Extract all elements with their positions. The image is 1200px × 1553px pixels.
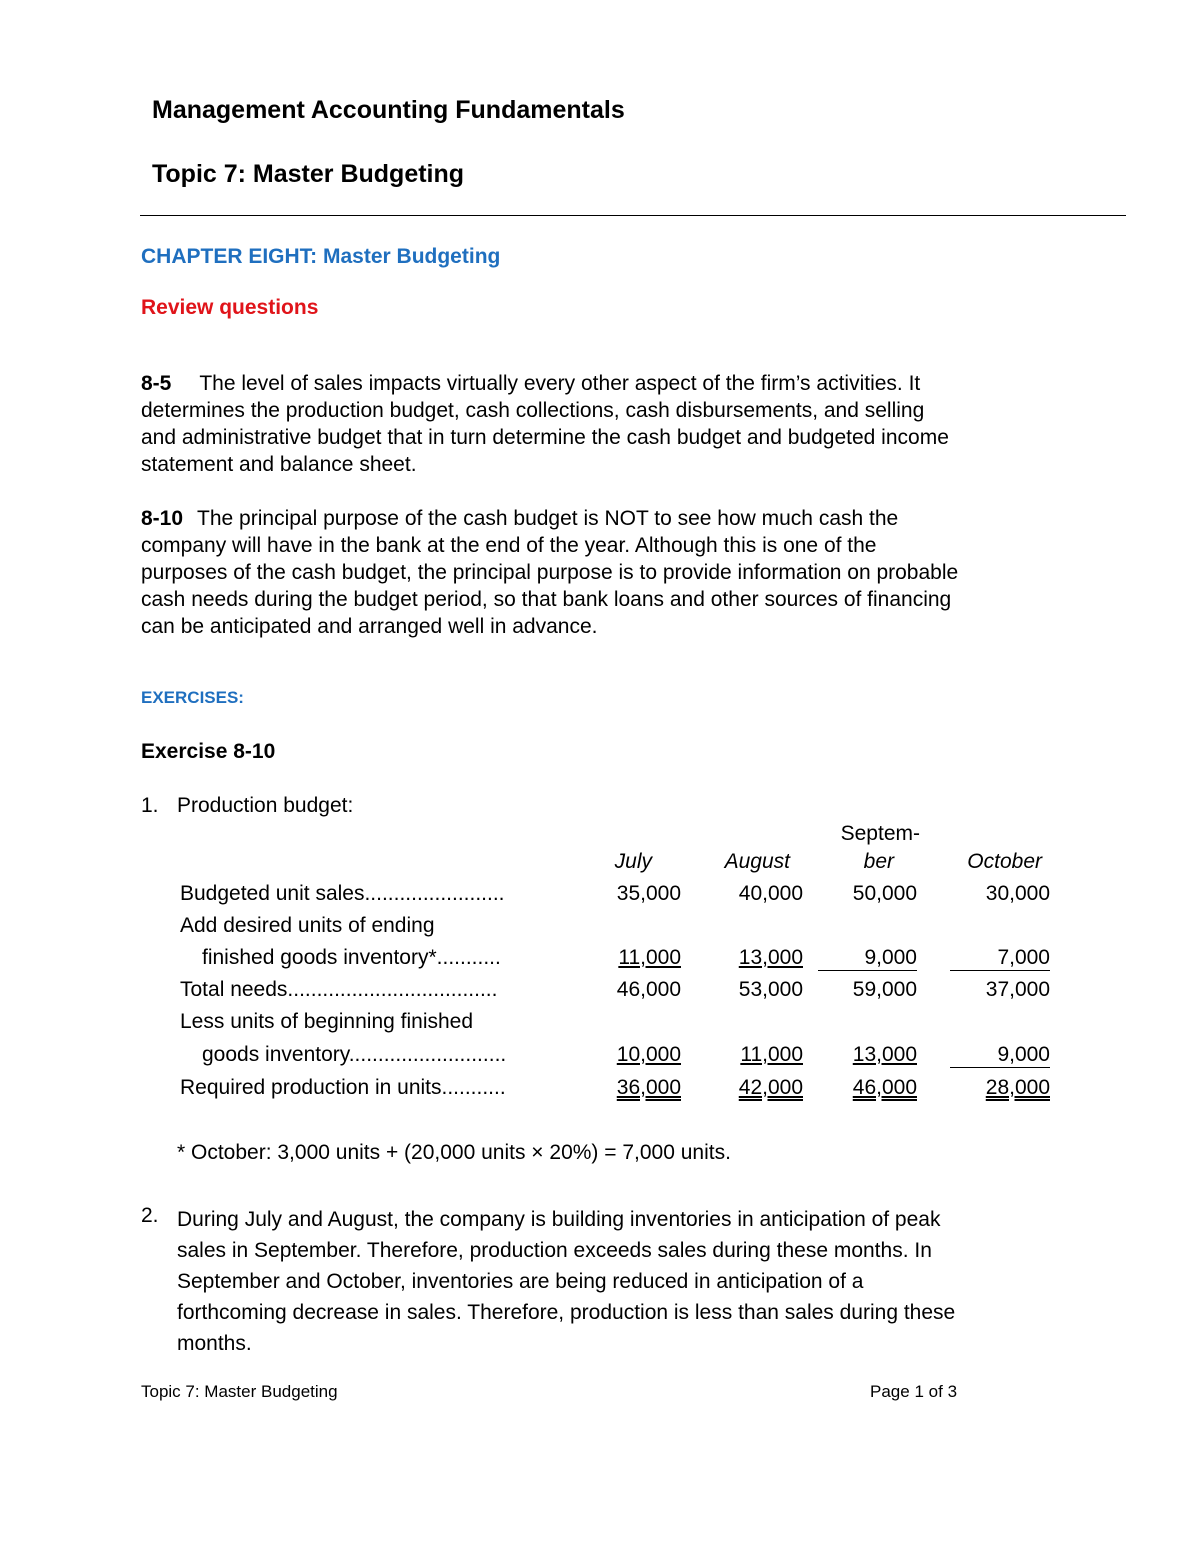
exercises-heading: EXERCISES: bbox=[141, 688, 244, 707]
row-label-total: Total needs.................................... bbox=[180, 978, 498, 1001]
review-questions-heading: Review questions bbox=[141, 296, 319, 319]
question-8-5: 8-5 The level of sales impacts virtually every other aspect of the firm’s activities. It determines the production budget, cash collections, cash disbursements, and selling and administrative budget that in turn determine the cash budget and budgeted income statement and balance sheet. bbox=[141, 372, 949, 476]
question-number: 8-10 bbox=[141, 507, 184, 530]
cell: 13,000 bbox=[738, 946, 803, 969]
cell: 7,000 bbox=[950, 946, 1050, 971]
cell: 13,000 bbox=[852, 1043, 917, 1066]
question-number: 8-5 bbox=[141, 372, 172, 395]
item-2-text: During July and August, the company is building inventories in anticipation of peak sales in September. Therefore, production exceeds sales during these months. In September and October, inventories are being reduced in anticipation of a forthcoming decrease in sales. Therefore, production is less than sales during these months. bbox=[177, 1208, 956, 1355]
row-label-required: Required production in units........... bbox=[180, 1076, 506, 1099]
cell: 50,000 bbox=[852, 882, 917, 905]
cell: 46,000 bbox=[616, 978, 681, 1001]
cell: 11,000 bbox=[740, 1043, 803, 1066]
cell: 28,000 bbox=[985, 1076, 1050, 1099]
table-footnote: * October: 3,000 units + (20,000 units × 20%) = 7,000 units. bbox=[177, 1141, 731, 1164]
row-label-less-2: goods inventory........................... bbox=[202, 1043, 507, 1066]
item-2-number: 2. bbox=[141, 1204, 159, 1227]
topic-heading: Topic 7: Master Budgeting bbox=[152, 160, 465, 188]
footer-topic: Topic 7: Master Budgeting bbox=[141, 1382, 338, 1401]
col-header-july: July bbox=[614, 850, 652, 873]
item-1-number: 1. bbox=[141, 794, 159, 817]
row-label-add-1: Add desired units of ending bbox=[180, 914, 435, 937]
chapter-heading: CHAPTER EIGHT: Master Budgeting bbox=[141, 245, 501, 268]
cell: 42,000 bbox=[738, 1076, 803, 1099]
row-label-sales: Budgeted unit sales........................ bbox=[180, 882, 505, 905]
cell: 40,000 bbox=[738, 882, 803, 905]
cell: 36,000 bbox=[616, 1076, 681, 1099]
header-divider bbox=[140, 215, 1126, 216]
col-header-august: August bbox=[724, 850, 790, 873]
row-label-add-2: finished goods inventory*........... bbox=[202, 946, 501, 969]
cell: 53,000 bbox=[738, 978, 803, 1001]
cell: 46,000 bbox=[852, 1076, 917, 1099]
cell: 11,000 bbox=[618, 946, 681, 969]
cell: 9,000 bbox=[818, 946, 917, 971]
document-title: Management Accounting Fundamentals bbox=[152, 96, 625, 124]
col-header-september-2: ber bbox=[863, 850, 894, 873]
cell: 35,000 bbox=[616, 882, 681, 905]
col-header-october: October bbox=[967, 850, 1042, 873]
cell: 9,000 bbox=[950, 1043, 1050, 1068]
row-label-less-1: Less units of beginning finished bbox=[180, 1010, 474, 1033]
item-1-label: Production budget: bbox=[177, 794, 354, 817]
cell: 59,000 bbox=[852, 978, 917, 1001]
exercise-title: Exercise 8-10 bbox=[141, 740, 276, 763]
col-header-september-1: Septem- bbox=[840, 822, 920, 845]
question-8-10: 8-10 The principal purpose of the cash budget is NOT to see how much cash the company will have in the bank at the end of the year. Although this is one of the purposes of the cash budget, the principal purpose is to provide information on probable cash needs during the budget period, so that bank loans and other sources of financing can be anticipated and arranged well in advance. bbox=[141, 507, 959, 638]
footer-page-number: Page 1 of 3 bbox=[870, 1382, 958, 1401]
cell: 10,000 bbox=[616, 1043, 681, 1066]
cell: 30,000 bbox=[985, 882, 1050, 905]
cell: 37,000 bbox=[985, 978, 1050, 1001]
